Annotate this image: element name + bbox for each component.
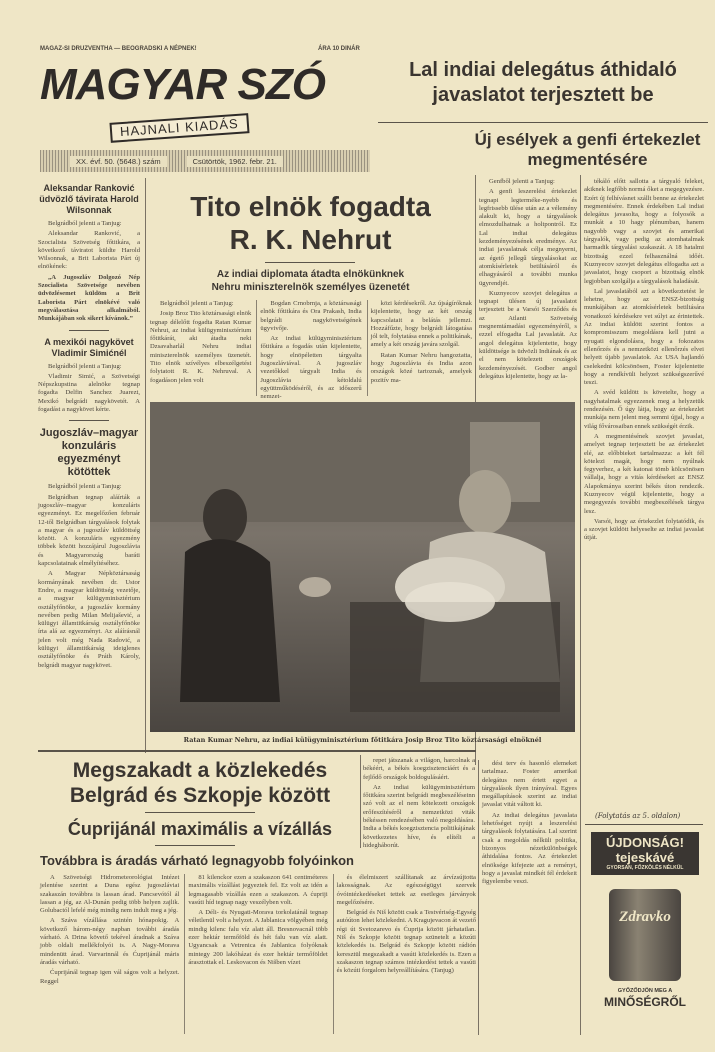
lead-subhead: Új esélyek a genfi értekezlet megmentésére	[474, 130, 701, 169]
flood-headline	[40, 758, 360, 808]
article-title: Aleksandar Ranković üdvözlő távirata Harold Wilsonnak	[39, 183, 139, 215]
paragraph: Az indiai külügyminisztérium főtitkára a fogadás után kijelentette, hogy elnöpéletten tárgyalta Jugoszláviával. A jugoszláv vezetőkkel tárgyalt India és Jugoszlávia kétoldalú együttműködéséről, és az időszerű nemzet-	[260, 335, 362, 401]
coffee-can	[609, 889, 681, 981]
ad-line: GYORSAN, FŐZKÖLÉS NÉLKÜL	[606, 865, 684, 871]
paragraph: Belgrádból jelenti a Tanjug:	[48, 483, 122, 491]
paragraph: repet játszanak a világon, harcolnak a békéért, a békés koegzisztenciáért és a fejlődő országok boldogulásáért.	[363, 757, 475, 781]
ad-line: tejeskávé	[615, 850, 675, 865]
ad-line: ÚJDONSÁG!	[605, 835, 684, 850]
paragraph: A Magyar Népköztársaság kormányának nevében dr. Ustor Endre, a magyar küldöttség vezetője, a magyar külügyminisztérium osztályfőnöke, a jugoszláv kormány nevében pedig Milan Melijašević, a külügyi államtitkárság osztályfőnöke írta alá az egyezményt. Az aláírásnál jelen volt még Nada Radović, a külügyi államtitkárság ideiglenes osztályfőnöke és Práth Károly, belgrádi magyar nagykövet.	[38, 570, 140, 669]
paragraph: Genfből jelenti a Tanjug:	[489, 178, 555, 185]
tito-headline	[148, 190, 473, 256]
article-body	[38, 363, 140, 415]
masthead-logo	[40, 58, 370, 146]
paragraph: Josip Broz Tito köztársasági elnök tegnap délelőtt fogadta Ratan Kumar Nehrut, az indiai külügyminisztérium főtitkárát, aki átadta neki Dzsavaharlál Nehru indiai miniszterelnök személyes üzenetét. Tito elnök szívélyes elbeszélgetést folytatott R. K. Nehruval. A fogadáson jelen volt	[150, 310, 252, 384]
ad-brand: Zdravko	[619, 909, 671, 925]
mid-column-2	[482, 760, 577, 1035]
paragraph: Ćuprijánál tegnap igen vál ságos volt a helyzet. Reggel	[40, 969, 180, 985]
paragraph: Varsói, hogy az értekezlet folytatódik, és a szovjet küldött helyeselte az indiai javaslat útját.	[584, 517, 704, 542]
subhead-line: Az indiai diplomata átadta elnökünknek	[216, 269, 405, 280]
lead-column-1	[479, 178, 577, 398]
paragraph: Vladimir Simić, a Szövetségi Népszkupstina alelnöke tegnap fogadta Delfin Sanchez Juarezt, Mexikó belgrádi nagykövetét. A fogadást a nagykövet kérte.	[38, 372, 140, 414]
paragraph: A Déli- és Nyugati-Morava torkolatánál tegnap véletlenül volt a helyzet. A Jablanica völgyében még mindig kilenc falu víz alatt áll. Bresnovacnál több ezer hektár termőföld és hét falu van víz alatt. Ugyancsak a Vetrenica és Jablanica folyóknak mintegy 200 lakóházat és ezer hektár termőföldet árasztottak el. Leskovacon és Nišben vízet	[188, 909, 328, 966]
paragraph: és élelmiszert szállítanak az árvízsújtotta lakosságnak. Az egészségügyi szervek óvóintézkedéseket tettek az esetleges járványok megelőzésére.	[336, 874, 476, 906]
paragraph: Belgrádból jelenti a Tanjug:	[48, 220, 122, 227]
news-photo	[150, 402, 575, 732]
photo-figures	[150, 402, 575, 732]
masthead-motto: MAGAZ-SI DRUZVENTHA — BEOGRADSKI A NÉPNEK!	[40, 46, 197, 52]
headline-line: Belgrád és Szkopje között	[69, 784, 331, 807]
article-title: A mexikói nagykövet Vladimir Simićnél	[44, 336, 134, 358]
flood-subhead: Továbbra is áradás várható legnagyobb folyóinkon	[40, 853, 354, 868]
paragraph: közi kérdésekről. Az újságíróknak kijelentette, hogy az két ország kapcsolatait a belátás jellemzi. Hozzáfűzte, hogy belgrádi látogatása jól telt, folytatása ennek a politikának, amely a két ország javára szolgál.	[370, 300, 472, 349]
paragraph: Lal javaslatából azt a következtetést le lehetne, hogy az ENSZ-bizottság munkájában az atomkísérletek betiltására vonatkozó kérdésekre vet súlyt az érintettek. Az indiai küldött szerint fontos a kompromisszum megoldásra kell jutni a nyugati elgondolásra, hogy a fokozatos ellenőrzés és a nemzetközi ellenőrzés elvei helyett újabb javaslatok. Az USA hajlandó cselekedni kölcsönösen, Foster kijelentette hogy a rendkívüli helyzet szükségszerűvé teszi.	[584, 287, 704, 387]
tito-subhead	[148, 268, 473, 294]
paragraph: Aleksandar Ranković, a Szocialista Szövetség főtitkára, a következő táviratot küldte Harold Wilsonnak, a Brit Laborista Párt új elnökének:	[38, 230, 140, 271]
article-title: Jugoszláv–magyar konzuláris egyezményt kötöttek	[39, 427, 139, 479]
headline-line: R. K. Nehrut	[229, 224, 392, 255]
continued-note[interactable]: (Folytatás az 5. oldalon)	[595, 812, 681, 820]
paragraph: Belgrádból jelenti a Tanjug:	[160, 300, 234, 307]
issue-bar	[40, 150, 370, 172]
mid-column	[363, 757, 475, 848]
logo-title: MAGYAR SZÓ	[40, 60, 325, 109]
paragraph: dési terv és hasonló elemeket tartalmaz. Foster amerikai delegátus nem értett egyet a tárgyalások ilyen irányával. Egyes megállapítások szerint az indiai javaslat vitát váltott ki.	[482, 760, 577, 809]
price: ÁRA 10 DINÁR	[318, 46, 360, 52]
paragraph: Kuznyecov szovjet delegátus a tegnapi ülésen új javaslatot terjesztett be a Varsói Szerződés és az Atlanti Szövetség megnemtámadási egyezményéről, s ezzel elfogadta Lal javaslatát. Az angol delegátus kijelentette, hogy küldöttsége is üdvözli Indiának és az el nem kötelezett országok kezdeményezését. Godber angol delegátus kijelentette, hogy az la-	[479, 289, 577, 380]
ad-banner	[591, 832, 699, 875]
ad-line: GYŐZŐDJÖN MEG A	[617, 988, 673, 994]
article-body	[38, 220, 140, 324]
paragraph: A megmentésének szovjet javaslat, amelyet tegnap terjesztett be az értekezlet elé, az előbbieket tartalmazza: a két fél kötelezi magát, hogy nem nyúlnak fegyverhez, a két katonai tömb kölcsönösen vállalja, hogy a vitás kérdéseket az ENSZ Alapokmánya szerint békés úton rendezik. Kuznyecov végül kijelentette, hogy a megegyezés további megbeszélések tárgya lesz.	[584, 432, 704, 515]
paragraph: A genfi leszerelési értekezlet tegnapi legterméke-nyebb és legfrissebb ülése után az a vélemény alakult ki, hogy a tárgyalások elmozdulhatnak a holtpontról. Ez Lal indiai delegátus kezdeményezésének eredménye. Az indiai javaslatnak célja megnyerni, az égető jellegű tárgyalásokat az atomkísérletek betiltásáról és elhagyásáról a további munka ügyrendjét.	[479, 188, 577, 287]
paragraph: Az indiai delegátus javaslata lehetőséget nyújt a leszerelési tárgyalások folytatására. Lal szerint csak a megoldás nélküli politika, bizonyos nézetkülönbségek áthidalása fontos. Az értekezlet elnöksége kifejezte azt a reményt, hogy a javaslat mindkét fél érdekeit figyelembe veszi.	[482, 811, 577, 886]
edition-stamp: HAJNALI KIADÁS	[109, 113, 249, 143]
left-column	[38, 183, 140, 748]
paragraph: „A Jugoszláv Dolgozó Nép Szocialista Szövetsége nevében üdvözlésemet küldöm a Brit Laborista Párt elnökévé való megválasztása alkalmából. Munkájában sok sikert kívánok.”	[38, 273, 140, 323]
advertisement	[585, 830, 705, 1040]
photo-caption: Ratan Kumar Nehru, az indiai külügyminisztérium főtitkára Josip Broz Tito köztársasági elnöknél	[183, 736, 542, 744]
paragraph: Belgrádból jelenti a Tanjug:	[48, 362, 122, 370]
issue-date: Csütörtök, 1962. febr. 21.	[187, 156, 283, 167]
paragraph: 81 kilenckor ezen a szakaszon 641 centiméteres maximális vízállást jegyeztek fel. Ez volt az idén a legmagasabb vízállás ezen a szakaszon. A ćupriji vasúti híd tegnap nagy veszélyben volt.	[188, 874, 328, 906]
paragraph: Ratan Kumar Nehru hangoztatta, hogy Jugoszlávia és India azon országok közé tartoznak, amelyek pozitív ma-	[370, 351, 472, 384]
paragraph: Belgrád és Niš között csak a Testvériség-Egység autóúton lehet közlekedni. A Kragujevacon át vezető régi út Svetozarevo és Ćuprija között járhatatlan. Niš és Szkopje között tegnap szünetelt a közúti közlekedés is. Belgrád és Szkopje között rádión keresztül megszakadt a vasúti közlekedés is. Ezen a szakaszon tegnap számos intézkedést tettek a vasúti és közúti forgalom helyreállítására. (Tanjug)	[336, 909, 476, 975]
paragraph: A Száva vízállása szintén hónapokig. A következő három-négy napban további áradás várható. A Drina követő tekével áradnak a Száva jobb oldali mellékfolyói is. A Nagy-Morava mindenütt árad. Varvarinnál és Ćuprijánál máris áradás várható.	[40, 917, 180, 966]
subhead-line: Nehru miniszterelnök személyes üzenetét	[211, 282, 410, 293]
paragraph: A svéd küldött is követelte, hogy a nagyhatalmak egyezzenek meg a helyzetük rendezésén. Ő úgy látja, hogy az értekezlet munkája nem jelent meg semmi újjal, hogy a világ fővárosaiban ennek szükségét érzik.	[584, 389, 704, 430]
headline-line: Tito elnök fogadta	[190, 191, 431, 222]
paragraph: Az indiai külügyminisztérium főtitkára szerint belgrádi megbeszéléseinn szó volt az el nem kötelezett országok erőfeszítéséről a nemzetközi viták békéssen rendezésében való megoldására. India a békés koegzisztencia politikájának következetes híve, és elítéli a hidegháborút.	[363, 783, 475, 849]
flood-body	[40, 874, 476, 1034]
ad-line: MINŐSÉGRŐL	[603, 995, 686, 1009]
paragraph: tékáló előtt sallotta a tárgyaló feleket, akiknek legfőbb normá őket a megegyezésre. Ezért új felhívásnet szállt benne az értekezlet megmentésére. Ennek érdekében Lal indiai delegátus javasolta, hogy a folyosók a munkát a 10 hagy plénumban, hanem nagyobb vagy a szovjet és amerikai tárgyalók, vagy pedig az atomhatalmak harmadik tárgyalási szakaszát. A 18 hatalmi bizottság ezzel felhasználná időét. Kuznyecov szovjet delegátus elfogadta azt a javaslatot, hogy csoport a bizottság elnök legjobban szolgálja a tárgyalások haladását.	[584, 178, 704, 285]
lead-headline: Lal indiai delegátus áthidaló javaslatot terjesztett be	[409, 59, 677, 106]
lead-column-2	[584, 178, 704, 808]
tito-body	[150, 300, 472, 401]
headline-line: Megszakadt a közlekedés	[72, 759, 328, 782]
paragraph: Belgrádban tegnap aláírták a jugoszláv–magyar konzuláris egyezményt. Ez megelőzően február 12-től Belgrádban tárgyalások folytak a magyar és a jugoszláv küldöttség között. A konzuláris egyezmény többek között hozzájárul Jugoszlávia és Magyarország baráti kapcsolatainak elmélyítéséhez.	[38, 493, 140, 568]
paragraph: A Szövetségi Hidrometeorológiai Intézet jelentése szerint a Duna egész jugoszláviai szakaszán továbbra is lassan árad. Pancsevótól ál lassan a jég, az Al-Dunán pedig több helyen zajlik. Golubactól lefelé még mindig nem indult meg a jég.	[40, 874, 180, 915]
flood-headline-2: Ćuprijánál maximális a vízállás	[67, 819, 333, 839]
issue-number: XX. évf. 50. (5648.) szám	[70, 156, 167, 167]
paragraph: Bogdan Crnobrnja, a köztársasági elnök főtitkára és Ora Prakash, India belgrádi nagykövetségének ügyvivője.	[260, 300, 362, 332]
article-body	[38, 483, 140, 670]
